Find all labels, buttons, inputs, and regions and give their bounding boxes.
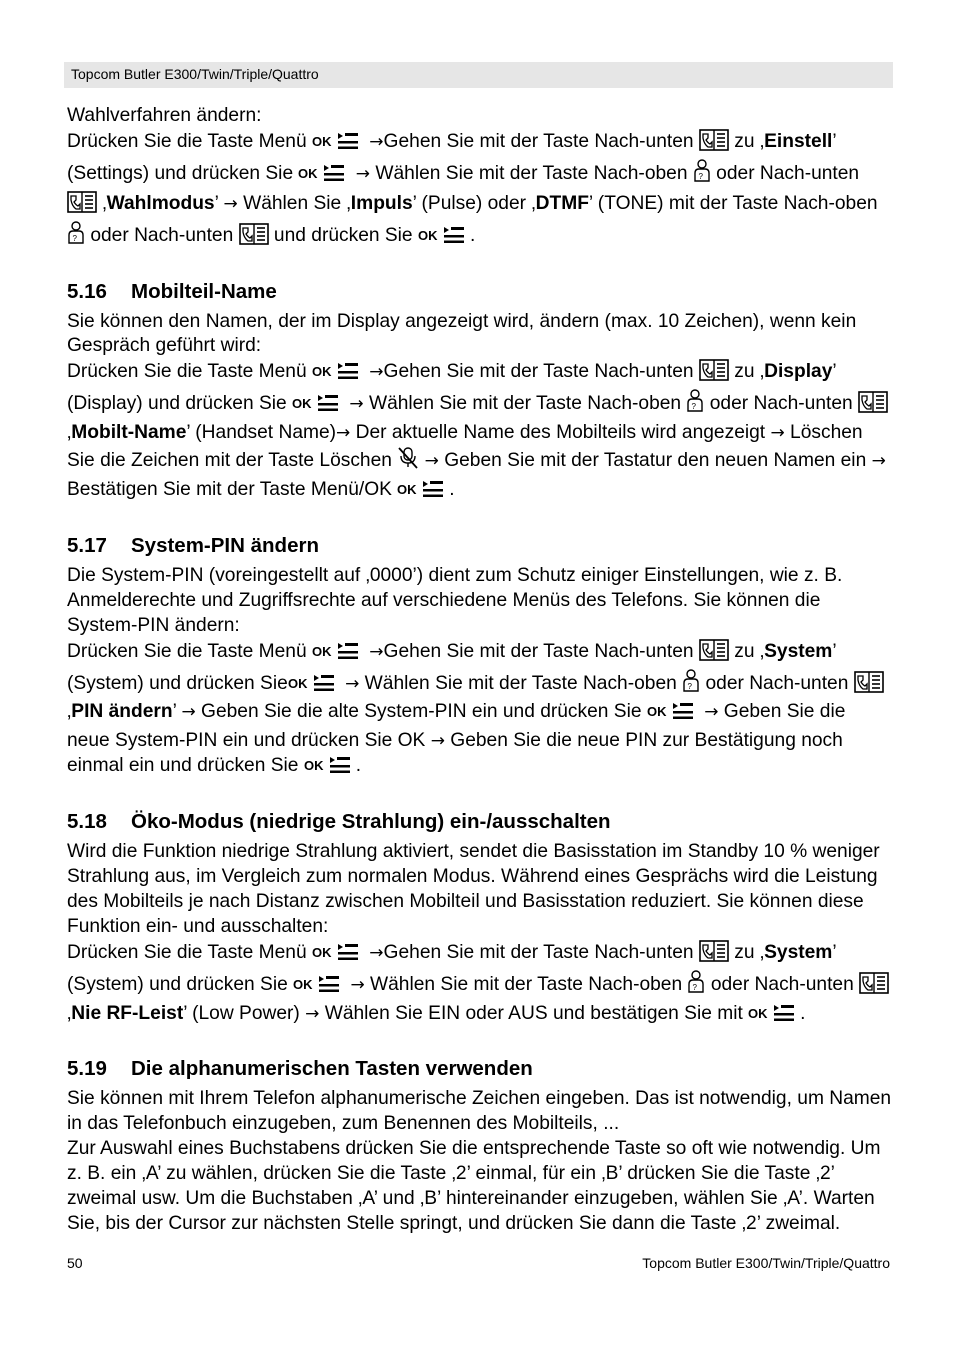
header-title: Topcom Butler E300/Twin/Triple/Quattro	[71, 66, 319, 82]
svg-text:OK: OK	[748, 1005, 768, 1021]
arrow-icon: →	[355, 163, 371, 184]
arrow-icon: →	[369, 942, 384, 963]
ok-menu-icon	[304, 755, 356, 783]
svg-text:OK: OK	[292, 396, 312, 412]
nav-down-phonebook-icon	[858, 391, 888, 421]
svg-text:OK: OK	[311, 133, 332, 149]
svg-text:?: ?	[692, 982, 698, 992]
ok-menu-icon	[288, 673, 340, 701]
arrow-icon: →	[424, 451, 439, 472]
ok-menu-icon	[647, 701, 699, 729]
svg-text:OK: OK	[311, 364, 332, 380]
arrow-icon: →	[336, 423, 351, 444]
arrow-icon: →	[305, 1003, 320, 1024]
nav-down-phonebook-icon	[854, 671, 884, 701]
nav-up-person-icon	[687, 970, 705, 1002]
arrow-icon: →	[704, 702, 719, 723]
nav-up-person-icon	[67, 221, 85, 253]
svg-text:?: ?	[687, 681, 693, 691]
page-content	[67, 104, 893, 1237]
nav-down-phonebook-icon	[699, 129, 729, 159]
nav-down-phonebook-icon	[699, 639, 729, 669]
svg-text:OK: OK	[298, 165, 318, 181]
footer-title: Topcom Butler E300/Twin/Triple/Quattro	[642, 1255, 890, 1271]
section-heading-5-17: 5.17 System-PIN ändern	[67, 533, 319, 557]
section-5-18-instructions: Drücken Sie die Taste Menü OK →Gehen Sie mit der Taste Nach-unten zu ‚System’ (System) und drücken Sie OK → Wählen Sie mit der Taste Nach-oben ? oder Nach-unten ‚Nie RF-Leist’ (Low Power) → Wählen Sie EIN oder AUS und bestätigen Sie mit OK .	[67, 940, 893, 1031]
arrow-icon: →	[369, 131, 384, 152]
section-heading-5-16: 5.16 Mobilteil-Name	[67, 279, 277, 303]
nav-down-phonebook-icon	[859, 972, 889, 1002]
svg-text:?: ?	[698, 171, 703, 181]
svg-text:OK: OK	[646, 704, 667, 720]
nav-down-phonebook-icon	[699, 359, 729, 389]
ok-menu-icon	[397, 479, 449, 507]
nav-down-phonebook-icon	[699, 940, 729, 970]
ok-menu-icon	[292, 393, 344, 421]
ok-menu-icon	[312, 641, 364, 669]
nav-up-person-icon	[682, 669, 700, 701]
svg-text:?: ?	[691, 402, 697, 412]
arrow-icon: →	[223, 193, 238, 214]
section-heading-5-18: 5.18 Öko-Modus (niedrige Strahlung) ein-/ausschalten	[67, 810, 611, 834]
ok-menu-icon	[418, 225, 470, 253]
arrow-icon: →	[430, 731, 445, 752]
arrow-icon: →	[350, 974, 365, 995]
svg-text:OK: OK	[311, 944, 332, 960]
arrow-icon: →	[770, 423, 785, 444]
intro-instructions: Drücken Sie die Taste Menü OK →Gehen Sie mit der Taste Nach-unten zu ‚Einstell’ (Settings) und drücken Sie OK → Wählen Sie mit der Taste Nach-oben ? oder Nach-unten ‚Wahlmodus’ → Wählen Sie ‚Impuls’ (Pulse) oder ‚DTMF’ (TONE) mit der Taste Nach-oben ? oder Nach-unten und drücken Sie OK .	[67, 129, 893, 253]
section-5-19-paragraph-1: Sie können mit Ihrem Telefon alphanumerische Zeichen eingeben. Das ist notwendig, um Namen in das Telefonbuch einzugeben, zum Benennen des Mobilteils, ...	[67, 1088, 892, 1135]
arrow-icon: →	[871, 451, 886, 472]
svg-text:OK: OK	[417, 227, 438, 243]
ok-menu-icon	[748, 1003, 800, 1031]
arrow-icon: →	[345, 673, 360, 694]
arrow-icon: →	[369, 641, 384, 662]
arrow-icon: →	[181, 702, 196, 723]
section-5-17-instructions: Drücken Sie die Taste Menü OK →Gehen Sie mit der Taste Nach-unten zu ‚System’ (System) und drücken Sie OK → Wählen Sie mit der Taste Nach-oben ? oder Nach-unten ‚PIN ändern’ → Geben Sie die alte System-PIN ein und drücken Sie OK → Geben Sie die neue System-PIN ein und drücken Sie OK → Geben Sie die neue PIN zur Bestätigung noch einmal ein und drücken Sie OK .	[67, 639, 893, 784]
section-heading-5-19: 5.19 Die alphanumerischen Tasten verwenden	[67, 1057, 533, 1081]
section-5-19-paragraph-2: Zur Auswahl eines Buchstabens drücken Sie die entsprechende Taste so oft wie notwendig. Um z. B. ein ‚A’ zu wählen, drücken Sie die Taste ‚2’ einmal, für ein ‚B’ drücken Sie die Taste ‚2’ zweimal usw. Um die Buchstaben ‚A’ und ‚B’ hintereinander einzugeben, wählen Sie ‚A’. Warten Sie, bis der Cursor zur nächsten Stelle springt, und drücken Sie dann die Taste ‚2’ zweimal.	[67, 1138, 881, 1234]
ok-menu-icon	[312, 361, 364, 389]
ok-menu-icon	[312, 131, 364, 159]
intro-heading: Wahlverfahren ändern:	[67, 105, 262, 126]
nav-up-person-icon	[686, 389, 704, 421]
arrow-icon: →	[369, 362, 384, 383]
ok-menu-icon	[312, 942, 364, 970]
svg-text:?: ?	[72, 233, 77, 243]
delete-mute-icon	[397, 446, 419, 478]
section-5-16-intro: Sie können den Namen, der im Display angezeigt wird, ändern (max. 10 Zeichen), wenn kein Gespräch geführt wird:	[67, 310, 857, 357]
svg-text:OK: OK	[397, 481, 417, 497]
svg-text:OK: OK	[293, 976, 313, 992]
arrow-icon: →	[349, 394, 364, 415]
section-5-18-intro: Wird die Funktion niedrige Strahlung aktiviert, sendet die Basisstation im Standby 10 % weniger Strahlung aus, im Vergleich zum normalen Modus. Während eines Gesprächs wird die Leistung des Mobilteils je nach Distanz zwischen Mobilteil und Basisstation reduziert. Sie können diese Funktion ein- und ausschalten:	[67, 841, 880, 937]
svg-text:OK: OK	[303, 758, 324, 774]
page-header	[64, 62, 893, 88]
nav-down-phonebook-icon	[239, 223, 269, 253]
section-5-16-instructions: Drücken Sie die Taste Menü OK →Gehen Sie mit der Taste Nach-unten zu ‚Display’ (Display) und drücken Sie OK → Wählen Sie mit der Taste Nach-oben ? oder Nach-unten ‚Mobilt-Name’ (Handset Name)→ Der aktuelle Name des Mobilteils wird angezeigt → Löschen Sie die Zeichen mit der Taste Löschen → Geben Sie mit der Tastatur den neuen Namen ein → Bestätigen Sie mit der Taste Menü/OK OK .	[67, 359, 893, 507]
page-number: 50	[67, 1255, 83, 1271]
ok-menu-icon	[298, 163, 350, 191]
nav-down-phonebook-icon	[67, 191, 97, 221]
svg-text:OK: OK	[311, 643, 332, 659]
ok-menu-icon	[293, 974, 345, 1002]
nav-up-person-icon	[693, 159, 711, 191]
section-5-17-intro: Die System-PIN (voreingestellt auf ‚0000’) dient zum Schutz einiger Einstellungen, wie z. B. Anmelderechte und Zugriffsrechte auf verschiedene Menüs des Telefons. Sie können die System-PIN ändern:	[67, 564, 843, 636]
svg-text:OK: OK	[287, 675, 308, 691]
